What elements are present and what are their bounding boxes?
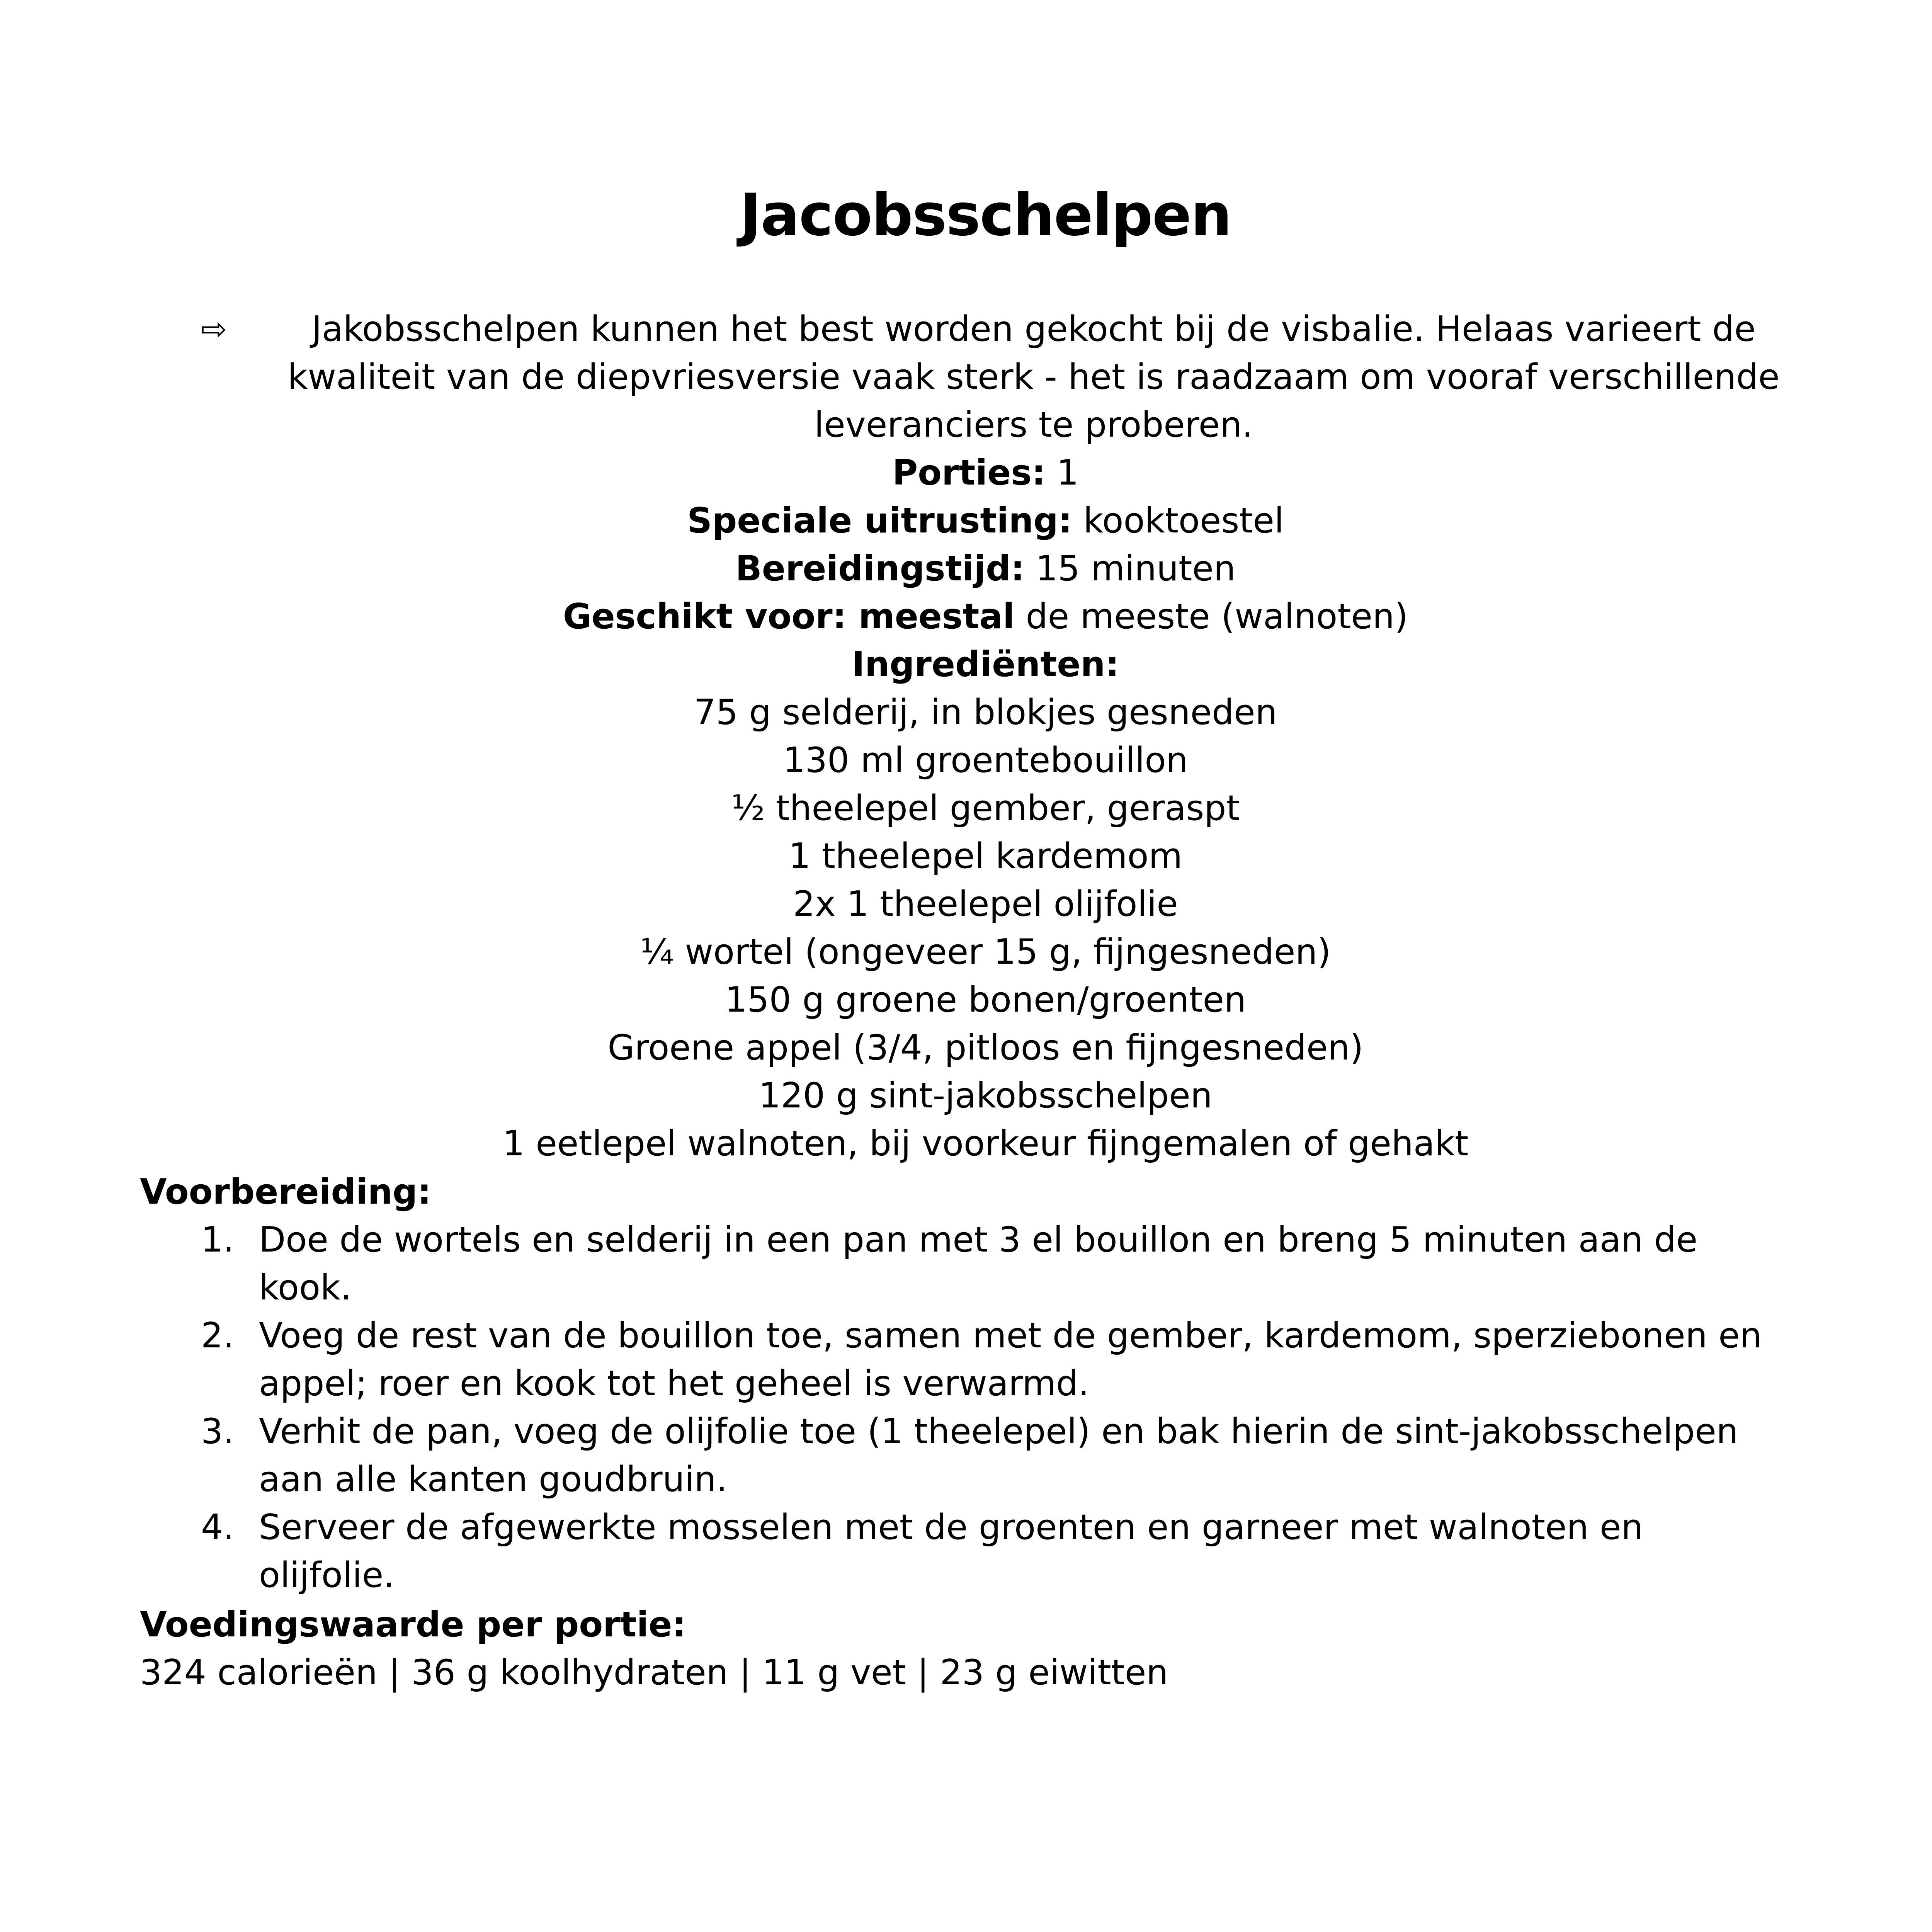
preparation-heading: Voorbereiding: <box>140 1172 432 1212</box>
equipment-value: kooktoestel <box>1083 500 1284 541</box>
step-text: Serveer de afgewerkte mosselen met de groenten en garneer met walnoten en olijfolie. <box>259 1507 1643 1595</box>
ingredient-item: 75 g selderij, in blokjes gesneden <box>694 692 1277 733</box>
tip-text: Jakobsschelpen kunnen het best worden gekocht bij de visbalie. Helaas varieert de kwaliteit van de diepvriesversie vaak sterk - het is raadzaam om vooraf verschillende leveranciers te proberen. <box>287 309 1780 445</box>
ingredient-item: 130 ml groentebouillon <box>783 740 1188 781</box>
step-number: 2. <box>201 1315 234 1356</box>
suitable-value: de meeste (walnoten) <box>1026 596 1408 637</box>
step-text: Doe de wortels en selderij in een pan met 3 el bouillon en breng 5 minuten aan de kook. <box>259 1219 1698 1308</box>
step-number: 3. <box>201 1411 234 1452</box>
portions-row <box>0 449 1932 497</box>
step-text: Voeg de rest van de bouillon toe, samen met de gember, kardemom, sperziebonen en appel; roer en kook tot het geheel is verwarmd. <box>259 1315 1762 1404</box>
step-item <box>185 1312 1789 1408</box>
equipment-label: Speciale uitrusting: <box>687 500 1072 541</box>
nutrition-heading: Voedingswaarde per portie: <box>140 1604 686 1645</box>
ingredient-item: 150 g groene bonen/groenten <box>724 980 1247 1020</box>
ingredient-item: ¼ wortel (ongeveer 15 g, fijngesneden) <box>640 932 1331 972</box>
ingredient-item: Groene appel (3/4, pitloos en fijngesneden) <box>607 1027 1364 1068</box>
ingredient-item: 2x 1 theelepel olijfolie <box>793 884 1178 924</box>
step-item <box>185 1503 1789 1599</box>
step-number: 4. <box>201 1507 234 1548</box>
step-item <box>185 1216 1789 1312</box>
step-item <box>185 1408 1789 1503</box>
recipe-title: Jacobsschelpen <box>740 182 1231 249</box>
arrow-right-outline-icon: ⇨ <box>201 311 227 347</box>
ingredient-item: ½ theelepel gember, geraspt <box>731 788 1240 828</box>
equipment-row <box>0 497 1932 545</box>
ingredient-item: 1 theelepel kardemom <box>788 836 1183 876</box>
ingredient-item: 120 g sint-jakobsschelpen <box>759 1075 1213 1116</box>
preparation-steps <box>185 1216 1789 1599</box>
suitable-label: Geschikt voor: meestal <box>563 596 1015 637</box>
ingredients-heading: Ingrediënten: <box>852 644 1119 685</box>
prep-time-label: Bereidingstijd: <box>735 548 1025 589</box>
step-number: 1. <box>201 1219 234 1260</box>
tip-block <box>201 305 1808 449</box>
ingredient-item: 1 eetlepel walnoten, bij voorkeur fijngemalen of gehakt <box>502 1123 1469 1164</box>
step-text: Verhit de pan, voeg de olijfolie toe (1 theelepel) en bak hierin de sint-jakobsschelpen aan alle kanten goudbruin. <box>259 1411 1738 1500</box>
prep-time-value: 15 minuten <box>1036 548 1236 589</box>
nutrition-values: 324 calorieën | 36 g koolhydraten | 11 g vet | 23 g eiwitten <box>140 1652 1168 1693</box>
suitable-row <box>0 593 1932 641</box>
recipe-meta <box>0 449 1932 1168</box>
portions-label: Porties: <box>892 452 1046 493</box>
prep-time-row <box>0 545 1932 593</box>
portions-value: 1 <box>1056 452 1079 493</box>
